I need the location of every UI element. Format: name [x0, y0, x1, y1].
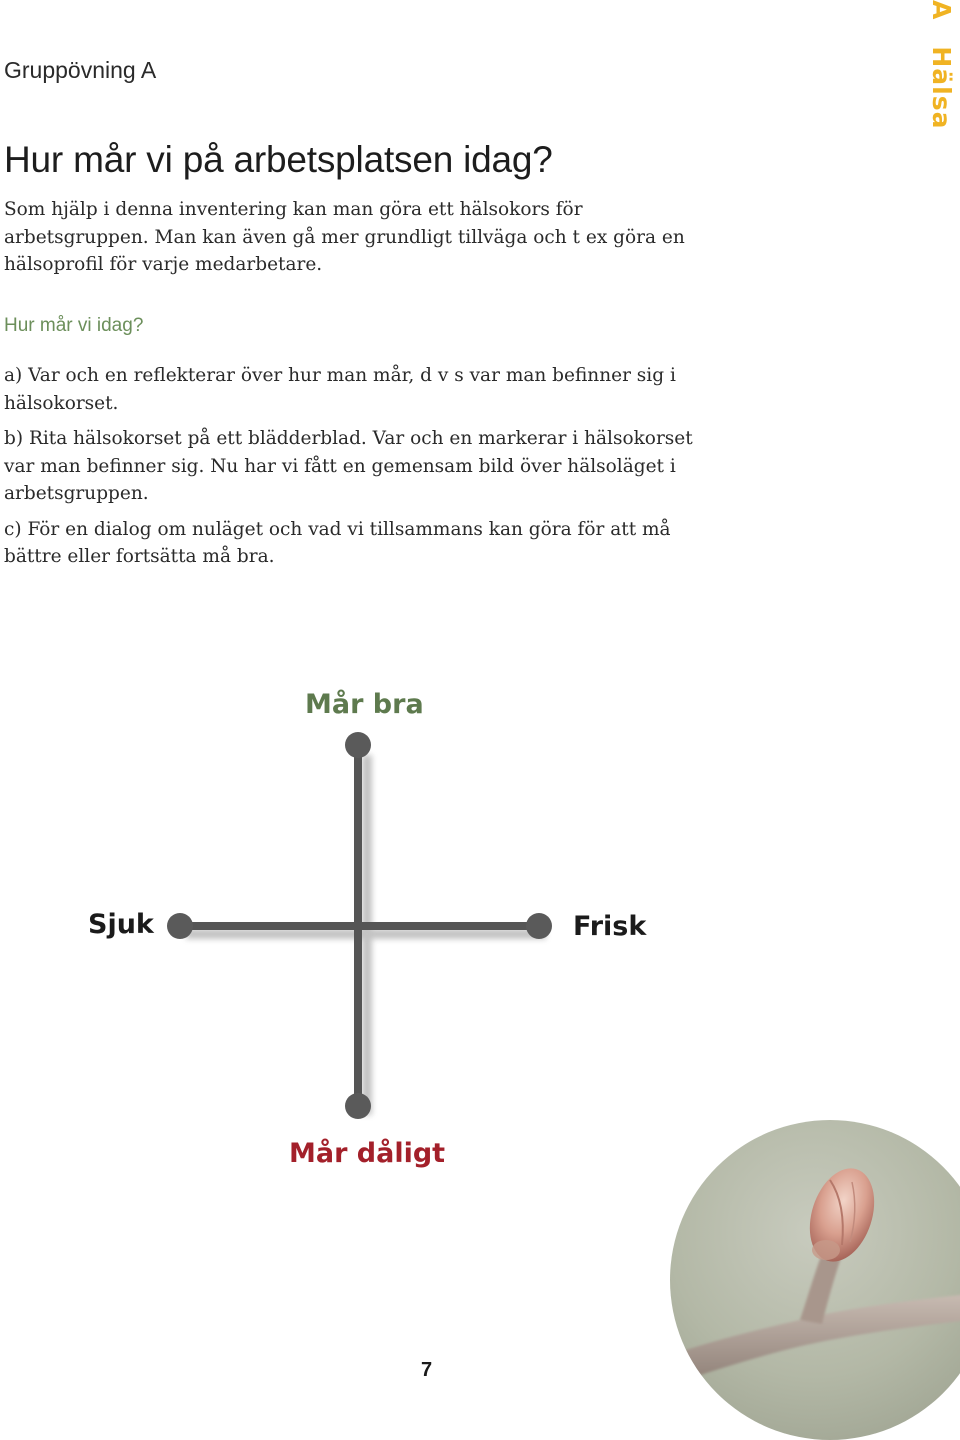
horizontal-axis — [180, 922, 539, 930]
left-endpoint — [167, 913, 193, 939]
label-healthy: Frisk — [573, 911, 647, 942]
right-endpoint — [526, 913, 552, 939]
label-sick: Sjuk — [88, 909, 154, 940]
instruction-step-b: b) Rita hälsokorset på ett blädderblad. Var och en markerar i hälsokorset var man befinner sig. Nu har vi fått en gemensam bild över hälsoläget i arbetsgruppen. — [4, 428, 693, 504]
instruction-step-c: c) För en dialog om nuläget och vad vi tillsammans kan göra för att må bättre eller fortsätta må bra. — [4, 518, 671, 567]
bottom-endpoint — [345, 1093, 371, 1119]
label-feel-good: Mår bra — [305, 689, 424, 720]
page-title: Hur mår vi på arbetsplatsen idag? — [4, 139, 553, 180]
exercise-label: Gruppövning A — [4, 57, 157, 83]
section-name: Hälsa — [927, 46, 956, 130]
top-endpoint — [345, 732, 371, 758]
page-number: 7 — [421, 1359, 433, 1381]
label-feel-bad: Mår dåligt — [289, 1138, 446, 1169]
instruction-step-a: a) Var och en reflekterar över hur man mår, d v s var man befinner sig i hälsokorset. — [4, 365, 676, 414]
intro-paragraph: Som hjälp i denna inventering kan man göra ett hälsokors för arbetsgruppen. Man kan även gå mer grundligt tillväga och t ex göra en hälsoprofil för varje medarbetare. — [4, 199, 685, 275]
cross-shadow — [186, 755, 546, 1115]
section-subheading: Hur mår vi idag? — [4, 315, 144, 336]
section-letter: A — [927, 0, 956, 21]
